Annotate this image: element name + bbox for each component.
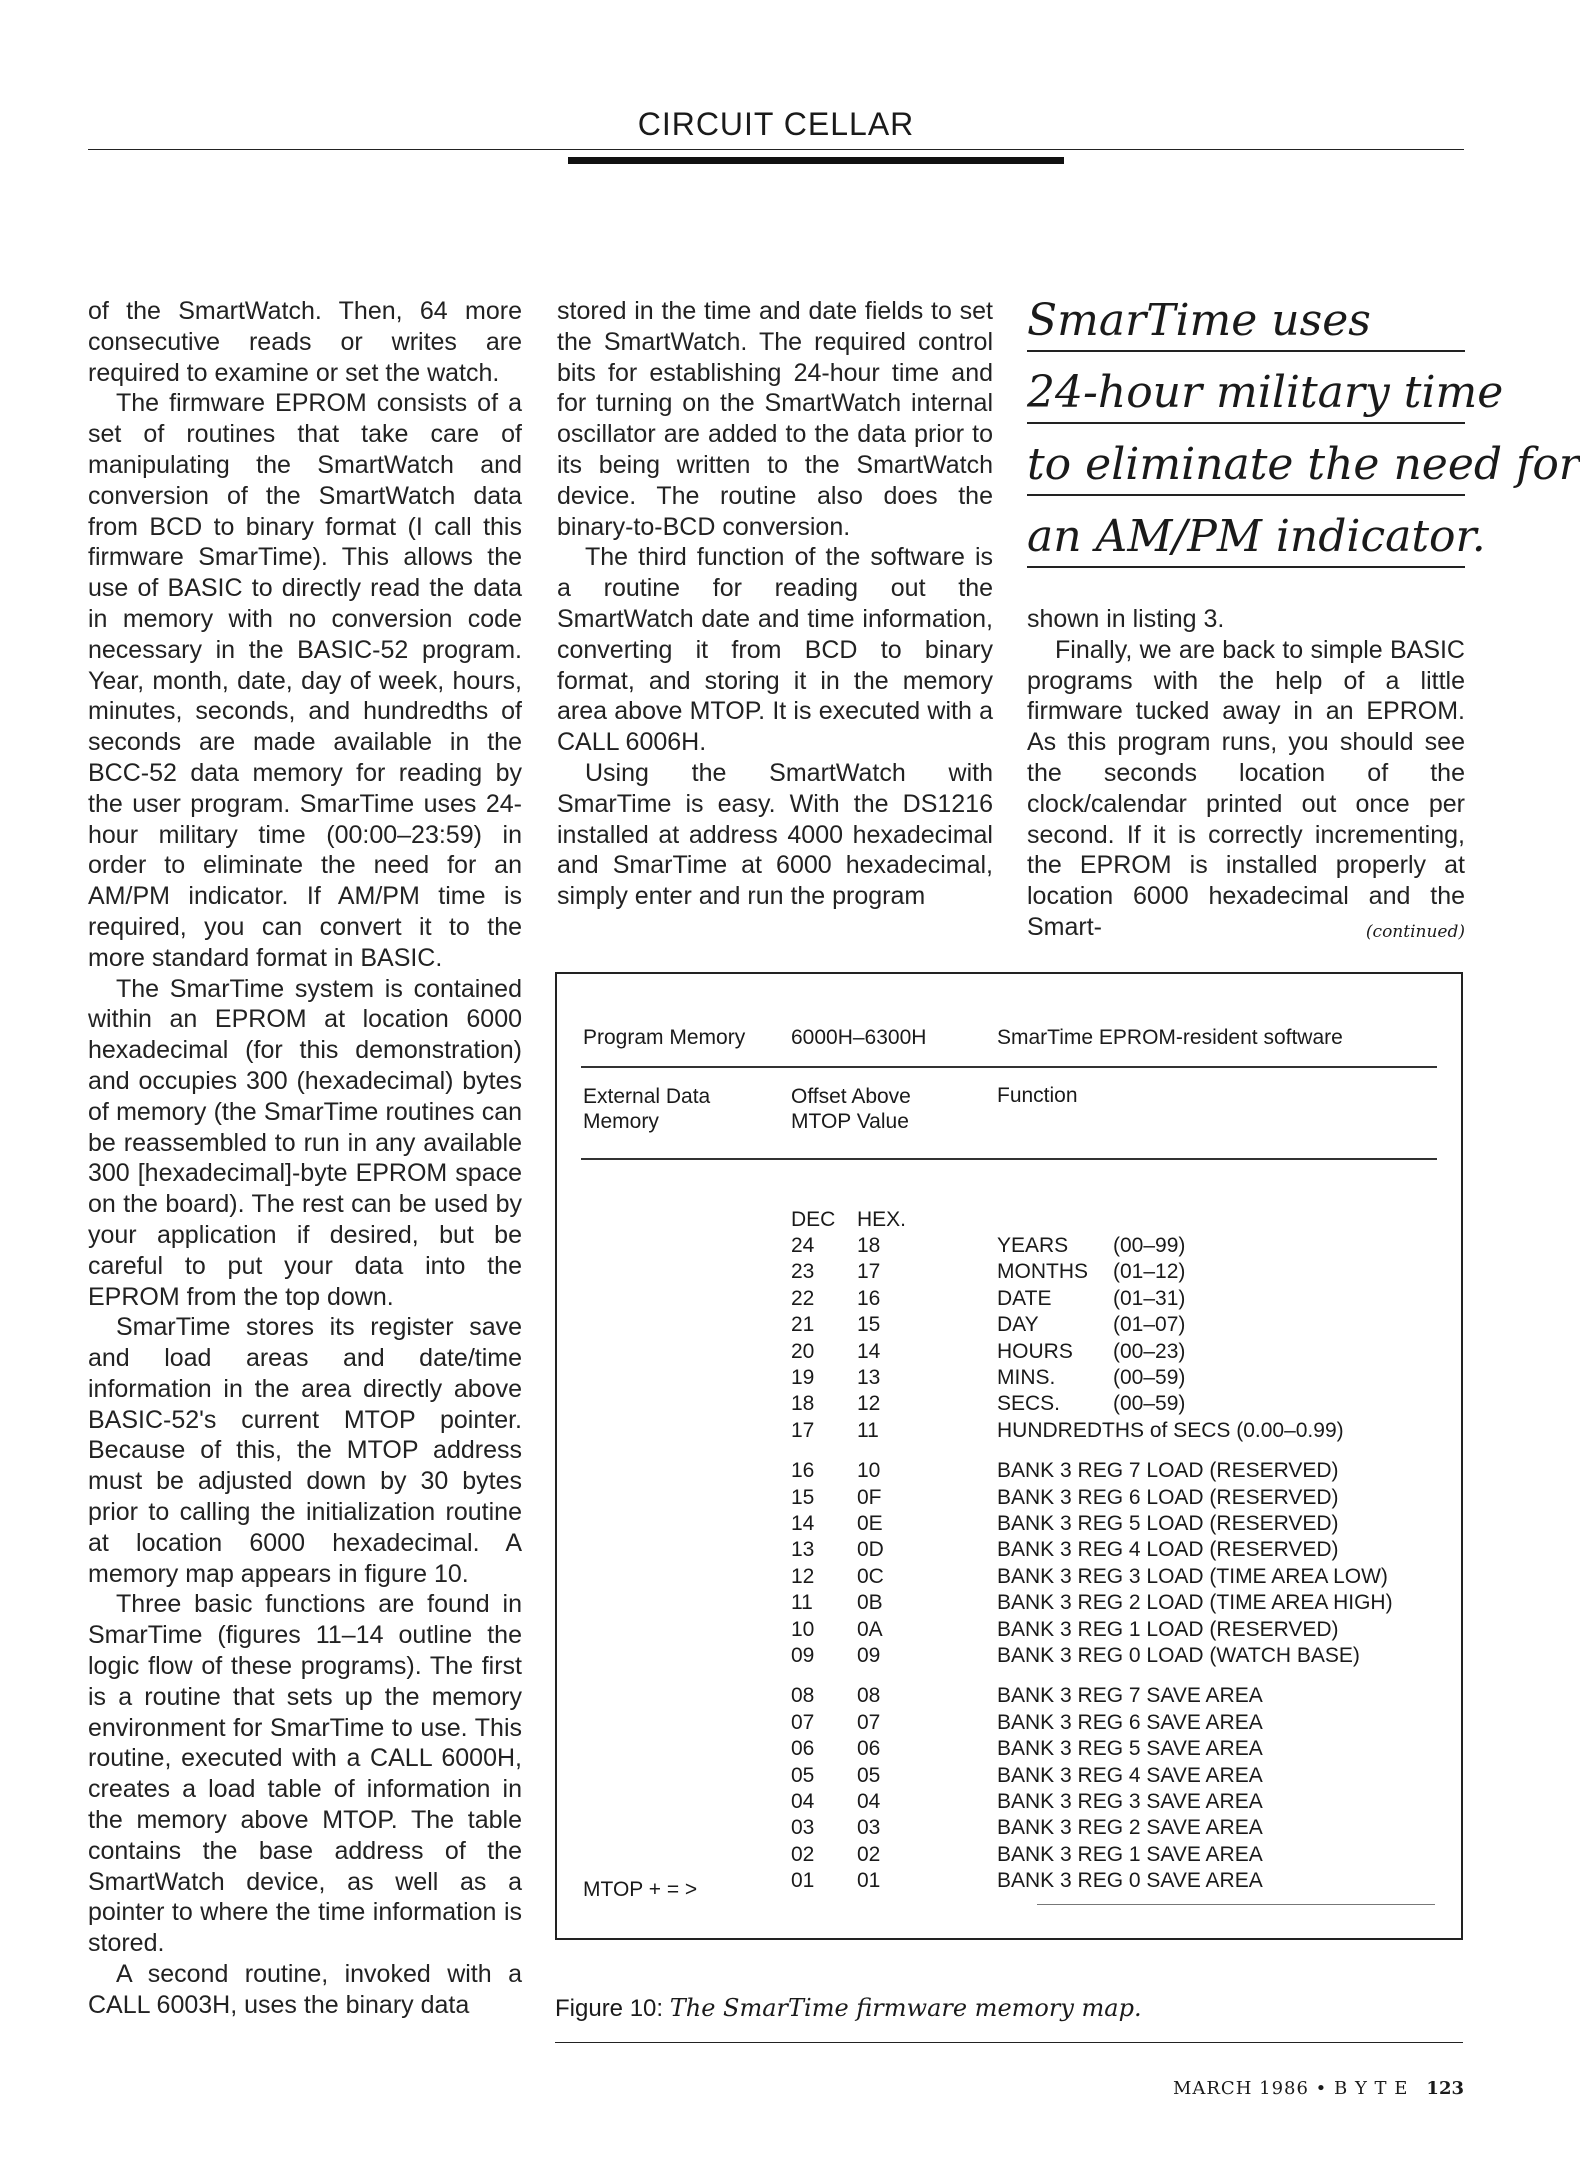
function-range: (01–31) (1113, 1286, 1186, 1310)
hex-offset: 01 (857, 1869, 881, 1893)
hex-offset: 18 (857, 1234, 881, 1257)
page-header (88, 100, 1464, 160)
function-name: BANK 3 REG 1 SAVE AREA (997, 1842, 1263, 1866)
function-name: MONTHS (997, 1260, 1088, 1284)
hex-offset: 0B (857, 1591, 883, 1615)
hex-offset: 17 (857, 1260, 881, 1284)
dec-offset: 08 (791, 1684, 815, 1708)
hex-offset: 09 (857, 1644, 881, 1667)
function-name: BANK 3 REG 7 LOAD (RESERVED) (997, 1459, 1339, 1483)
paragraph: SmarTime stores its register save and load areas and date/time information in the area directly above BASIC-52's current MTOP pointer. Because of this, the MTOP address must be adjusted down by 30 bytes prior to calling the initialization routine at location 6000 hexadecimal. A memory map appears in figure 10. (88, 1313, 522, 1588)
memory-map-row (557, 1538, 1461, 1564)
hex-offset: 03 (857, 1816, 881, 1840)
dec-label: DEC (791, 1208, 836, 1231)
column-header-offset: Offset Above MTOP Value (791, 1085, 911, 1133)
function-name: BANK 3 REG 5 LOAD (RESERVED) (997, 1512, 1339, 1535)
figure-rule (581, 1066, 1437, 1068)
section-title: CIRCUIT CELLAR (637, 106, 915, 142)
memory-map-row (557, 1392, 1461, 1418)
dec-offset: 20 (791, 1339, 815, 1363)
paragraph: A second routine, invoked with a CALL 6003H, uses the binary data (88, 1960, 522, 2019)
memory-map-row (557, 1843, 1461, 1869)
function-name: DATE (997, 1286, 1052, 1310)
paragraph: of the SmartWatch. Then, 64 more consecutive reads or writes are required to examine or set the watch. (88, 297, 522, 387)
function-range: (00–99) (1113, 1234, 1186, 1257)
paragraph: Three basic functions are found in SmarTime (figures 11–14 outline the logic flow of these programs). The first is a routine that sets up the memory environment for SmarTime to use. This routine, executed with a CALL 6000H, creates a load table of information in the memory above MTOP. The table contains the base address of the SmartWatch device, as well as a pointer to where the time information is stored. (88, 1590, 522, 1958)
memory-map-row (557, 1486, 1461, 1512)
function-name: BANK 3 REG 2 LOAD (TIME AREA HIGH) (997, 1591, 1393, 1615)
hex-offset: 0A (857, 1617, 883, 1641)
dec-offset: 11 (791, 1591, 813, 1615)
function-name: YEARS (997, 1234, 1069, 1257)
pull-quote-line: an AM/PM indicator. (1027, 508, 1465, 568)
function-name: DAY (997, 1313, 1039, 1337)
dec-offset: 10 (791, 1617, 815, 1641)
dec-offset: 17 (791, 1418, 815, 1442)
function-name: BANK 3 REG 0 SAVE AREA (997, 1869, 1263, 1893)
function-name: BANK 3 REG 0 LOAD (WATCH BASE) (997, 1644, 1360, 1667)
text-column-3 (1027, 604, 1465, 943)
text-column-2 (557, 296, 993, 912)
issue-date: MARCH 1986 • B Y T E (1172, 2078, 1409, 2099)
dec-offset: 14 (791, 1512, 815, 1535)
function-range: (01–07) (1113, 1313, 1186, 1337)
dec-offset: 01 (791, 1869, 815, 1893)
function-name: BANK 3 REG 6 LOAD (RESERVED) (997, 1485, 1339, 1509)
dec-offset: 07 (791, 1710, 815, 1734)
memory-map-row (557, 1711, 1461, 1737)
dec-offset: 09 (791, 1644, 815, 1667)
hex-offset: 15 (857, 1313, 881, 1337)
text-column-1 (88, 296, 522, 2021)
function-name: BANK 3 REG 2 SAVE AREA (997, 1816, 1263, 1840)
function-range: (01–12) (1113, 1260, 1186, 1284)
hex-label: HEX. (857, 1208, 907, 1231)
dec-offset: 03 (791, 1816, 815, 1840)
program-memory-range: 6000H–6300H (791, 1026, 927, 1049)
program-memory-desc: SmarTime EPROM-resident software (997, 1026, 1343, 1049)
memory-map-row (557, 1419, 1461, 1445)
memory-map-row (557, 1869, 1461, 1895)
column-header-external-data: External Data Memory (583, 1085, 711, 1133)
header-rule (88, 149, 1464, 150)
function-name: HOURS (997, 1339, 1073, 1363)
memory-map-row (557, 1234, 1461, 1260)
memory-map-row (557, 1512, 1461, 1538)
memory-map-row (557, 1764, 1461, 1790)
memory-map-row (557, 1684, 1461, 1710)
hex-offset: 05 (857, 1763, 881, 1787)
function-range: (00–59) (1113, 1392, 1186, 1416)
function-name: BANK 3 REG 5 SAVE AREA (997, 1737, 1263, 1761)
hex-offset: 0F (857, 1485, 882, 1509)
function-range: (00–23) (1113, 1339, 1186, 1363)
memory-map-row (557, 1260, 1461, 1286)
function-name: BANK 3 REG 3 LOAD (TIME AREA LOW) (997, 1564, 1388, 1588)
continued-note: (continued) (1365, 922, 1465, 942)
function-name: SECS. (997, 1392, 1061, 1416)
dec-offset: 16 (791, 1459, 815, 1483)
figure-rule (1037, 1904, 1435, 1905)
header-bar (568, 157, 1064, 164)
figure-rule (581, 1158, 1437, 1160)
memory-map-figure (555, 972, 1463, 1940)
paragraph: The firmware EPROM consists of a set of routines that take care of manipulating the SmartWatch and conversion of the SmartWatch data from BCD to binary format (I call this firmware SmarTime). This allows the use of BASIC to directly read the data in memory with no conversion code necessary in the BASIC-52 program. Year, month, date, day of week, hours, minutes, seconds, and hundredths of seconds are made available in the BCC-52 data memory for reading by the user program. SmarTime uses 24-hour military time (00:00–23:59) in order to eliminate the need for an AM/PM indicator. If AM/PM time is required, you can convert it to the more standard format in BASIC. (88, 389, 522, 972)
hex-offset: 0E (857, 1512, 883, 1535)
mtop-label: MTOP + = > (583, 1878, 698, 1901)
pull-quote-line: SmarTime uses (1027, 292, 1465, 352)
function-name: HUNDREDTHS of SECS (0.00–0.99) (997, 1418, 1344, 1442)
program-memory-label: Program Memory (583, 1026, 746, 1049)
hex-offset: 11 (857, 1418, 879, 1442)
function-name: BANK 3 REG 1 LOAD (RESERVED) (997, 1617, 1339, 1641)
pull-quote-line: 24-hour military time (1027, 364, 1465, 424)
dec-offset: 18 (791, 1392, 815, 1416)
memory-map-row (557, 1790, 1461, 1816)
memory-map-row (557, 1287, 1461, 1313)
memory-map-row (557, 1340, 1461, 1366)
hex-offset: 10 (857, 1459, 881, 1483)
pull-quote (1027, 292, 1580, 580)
function-name: BANK 3 REG 7 SAVE AREA (997, 1684, 1263, 1708)
hex-offset: 0C (857, 1564, 884, 1588)
page-number: 123 (1426, 2078, 1464, 2099)
hex-offset: 02 (857, 1842, 881, 1866)
dec-offset: 22 (791, 1286, 815, 1310)
function-name: MINS. (997, 1366, 1056, 1389)
page-footer (1173, 2078, 1464, 2099)
paragraph: The third function of the software is a routine for reading out the SmartWatch date and time information, converting it from BCD to binary format, and storing it in the memory area above MTOP. It is executed with a CALL 6006H. (557, 543, 993, 757)
hex-offset: 16 (857, 1286, 881, 1310)
hex-offset: 13 (857, 1366, 881, 1389)
paragraph: stored in the time and date fields to set the SmartWatch. The required control bits for establishing 24-hour time and for turning on the SmartWatch internal oscillator are added to the data prior to its being written to the SmartWatch device. The routine also does the binary-to-BCD conversion. (557, 297, 993, 541)
caption-rule (555, 2042, 1463, 2043)
memory-map-row (557, 1591, 1461, 1617)
hex-offset: 07 (857, 1710, 881, 1734)
memory-map-row (557, 1313, 1461, 1339)
paragraph: The SmarTime system is contained within an EPROM at location 6000 hexadecimal (for this demonstration) and occupies 300 (hexadecimal) bytes of memory (the SmarTime routines can be reassembled to run in any available 300 [hexadecimal]-byte EPROM space on the board). The rest can be used by your application if desired, but be careful to put your data into the EPROM from the top down. (88, 974, 522, 1311)
memory-map-row (557, 1644, 1461, 1670)
memory-map-row (557, 1618, 1461, 1644)
hex-offset: 14 (857, 1339, 881, 1363)
dec-offset: 13 (791, 1538, 815, 1562)
dec-offset: 21 (791, 1313, 815, 1337)
figure-caption (555, 1994, 1463, 2023)
dec-offset: 02 (791, 1842, 815, 1866)
dec-offset: 19 (791, 1366, 815, 1389)
memory-map-row (557, 1366, 1461, 1392)
pull-quote-line: to eliminate the need for (1027, 436, 1465, 496)
hex-offset: 06 (857, 1737, 881, 1761)
hex-offset: 04 (857, 1790, 881, 1813)
dec-offset: 05 (791, 1763, 815, 1787)
paragraph: shown in listing 3. (1027, 605, 1225, 633)
function-name: BANK 3 REG 4 SAVE AREA (997, 1763, 1263, 1787)
function-name: BANK 3 REG 3 SAVE AREA (997, 1790, 1263, 1813)
column-header-function: Function (997, 1084, 1078, 1107)
caption-label: Figure 10: (555, 1995, 664, 2022)
hex-offset: 08 (857, 1684, 881, 1708)
memory-map-row (557, 1816, 1461, 1842)
function-name: BANK 3 REG 6 SAVE AREA (997, 1710, 1263, 1734)
memory-map-row (557, 1459, 1461, 1485)
dec-offset: 15 (791, 1485, 815, 1509)
dec-offset: 23 (791, 1260, 815, 1284)
dec-offset: 12 (791, 1564, 815, 1588)
function-range: (00–59) (1113, 1366, 1186, 1389)
paragraph: Using the SmartWatch with SmarTime is easy. With the DS1216 installed at address 4000 hexadecimal and SmarTime at 6000 hexadecimal, simply enter and run the program (557, 758, 993, 911)
function-name: BANK 3 REG 4 LOAD (RESERVED) (997, 1538, 1339, 1562)
dec-offset: 24 (791, 1234, 815, 1257)
dec-offset: 04 (791, 1790, 815, 1813)
hex-offset: 12 (857, 1392, 881, 1416)
memory-map-row (557, 1737, 1461, 1763)
hex-offset: 0D (857, 1538, 884, 1562)
paragraph: Finally, we are back to simple BASIC programs with the help of a little firmware tucked away in an EPROM. As this program runs, you should see the seconds location of the clock/calendar printed out once per second. If it is correctly incrementing, the EPROM is installed properly at location 6000 hexadecimal and the Smart- (1027, 635, 1465, 941)
caption-text: The SmarTime firmware memory map. (669, 1994, 1142, 2022)
memory-map-row (557, 1565, 1461, 1591)
dec-offset: 06 (791, 1737, 815, 1761)
